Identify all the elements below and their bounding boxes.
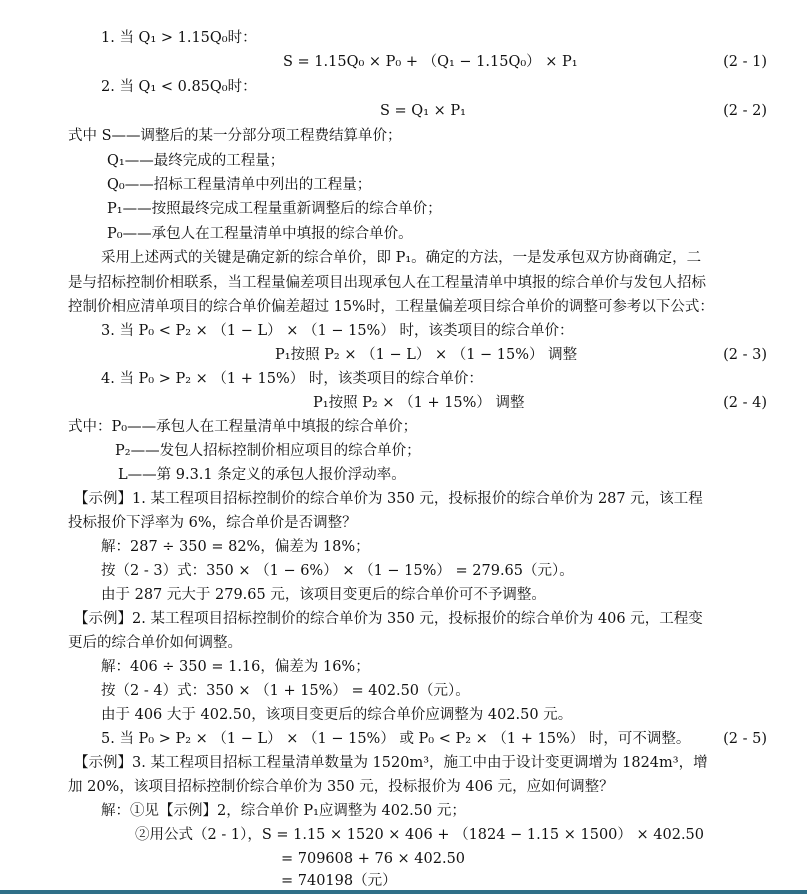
example-1-step-2: 按（2 - 3）式：350 × （1 − 6%） × （1 − 15%） = 279.65（元）。 xyxy=(101,563,574,579)
paragraph-line-3: 控制价相应清单项目的综合单价偏差超过 15%时，工程量偏差项目综合单价的调整可参考以下公式： xyxy=(68,299,714,315)
paragraph-line-1: 采用上述两式的关键是确定新的综合单价，即 P₁。确定的方法，一是发承包双方协商确定，二 xyxy=(101,250,702,266)
formula-2-2: S = Q₁ × P₁ xyxy=(380,103,466,119)
condition-2: 2. 当 Q₁ < 0.85Q₀时： xyxy=(101,79,257,95)
condition-4: 4. 当 P₀ > P₂ × （1 + 15%） 时，该类项目的综合单价： xyxy=(101,371,483,387)
definition-p0-b: 式中：P₀——承包人在工程量清单中填报的综合单价； xyxy=(68,419,418,435)
formula-2-1: S = 1.15Q₀ × P₀ + （Q₁ − 1.15Q₀） × P₁ xyxy=(283,54,578,70)
example-3-step-3: = 709608 + 76 × 402.50 xyxy=(281,851,466,867)
example-2-conclusion: 由于 406 大于 402.50，该项目变更后的综合单价应调整为 402.50 元。 xyxy=(101,707,573,723)
example-2-step-1: 解：406 ÷ 350 = 1.16，偏差为 16%； xyxy=(101,659,370,675)
condition-3: 3. 当 P₀ < P₂ × （1 − L） × （1 − 15%） 时，该类项目的综合单价： xyxy=(101,323,574,339)
example-3-result: = 740198（元） xyxy=(281,873,397,889)
condition-5: 5. 当 P₀ > P₂ × （1 − L） × （1 − 15%） 或 P₀ < P₂ × （1 + 15%） 时，可不调整。 xyxy=(101,731,691,747)
example-2-title: 【示例】2. 某工程项目招标控制价的综合单价为 350 元，投标报价的综合单价为 406 元，工程变 xyxy=(74,611,703,627)
example-2-step-2: 按（2 - 4）式：350 × （1 + 15%） = 402.50（元）。 xyxy=(101,683,470,699)
definition-p2: P₂——发包人招标控制价相应项目的综合单价； xyxy=(115,443,421,459)
definition-q1: Q₁——最终完成的工程量； xyxy=(107,153,285,169)
example-3-question: 加 20%，该项目招标控制价综合单价为 350 元，投标报价为 406 元，应如何调整？ xyxy=(68,779,614,795)
paragraph-line-2: 是与招标控制价相联系，当工程量偏差项目出现承包人在工程量清单中填报的综合单价与发包人招标 xyxy=(68,275,706,291)
condition-1: 1. 当 Q₁ > 1.15Q₀时： xyxy=(101,30,257,46)
example-1-conclusion: 由于 287 元大于 279.65 元，该项目变更后的综合单价可不予调整。 xyxy=(101,587,546,603)
equation-number-2-5: (2 - 5) xyxy=(723,731,767,747)
formula-2-3: P₁按照 P₂ × （1 − L） × （1 − 15%） 调整 xyxy=(275,347,578,363)
equation-number-2-4: (2 - 4) xyxy=(723,395,767,411)
equation-number-2-3: (2 - 3) xyxy=(723,347,767,363)
definition-q0: Q₀——招标工程量清单中列出的工程量； xyxy=(107,177,372,193)
bottom-border xyxy=(0,890,807,894)
example-3-title: 【示例】3. 某工程项目招标工程量清单数量为 1520m³，施工中由于设计变更调增为 1824m³，增 xyxy=(74,755,708,771)
definition-p1: P₁——按照最终完成工程量重新调整后的综合单价； xyxy=(107,201,442,217)
formula-2-4: P₁按照 P₂ × （1 + 15%） 调整 xyxy=(313,395,525,411)
definition-p0: P₀——承包人在工程量清单中填报的综合单价。 xyxy=(107,226,413,242)
definition-l: L——第 9.3.1 条定义的承包人报价浮动率。 xyxy=(118,467,406,483)
example-1-question: 投标报价下浮率为 6%，综合单价是否调整？ xyxy=(68,515,357,531)
equation-number-2-1: (2 - 1) xyxy=(723,54,767,70)
example-2-question: 更后的综合单价如何调整。 xyxy=(68,635,242,651)
example-3-step-1: 解：①见【示例】2，综合单价 P₁应调整为 402.50 元； xyxy=(101,803,466,819)
example-1-title: 【示例】1. 某工程项目招标控制价的综合单价为 350 元，投标报价的综合单价为 287 元，该工程 xyxy=(74,491,703,507)
equation-number-2-2: (2 - 2) xyxy=(723,103,767,119)
definition-s: 式中 S——调整后的某一分部分项工程费结算单价； xyxy=(68,128,402,144)
example-1-step-1: 解：287 ÷ 350 = 82%，偏差为 18%； xyxy=(101,539,370,555)
example-3-step-2: ②用公式（2 - 1），S = 1.15 × 1520 × 406 + （1824 − 1.15 × 1500） × 402.50 xyxy=(135,827,705,843)
